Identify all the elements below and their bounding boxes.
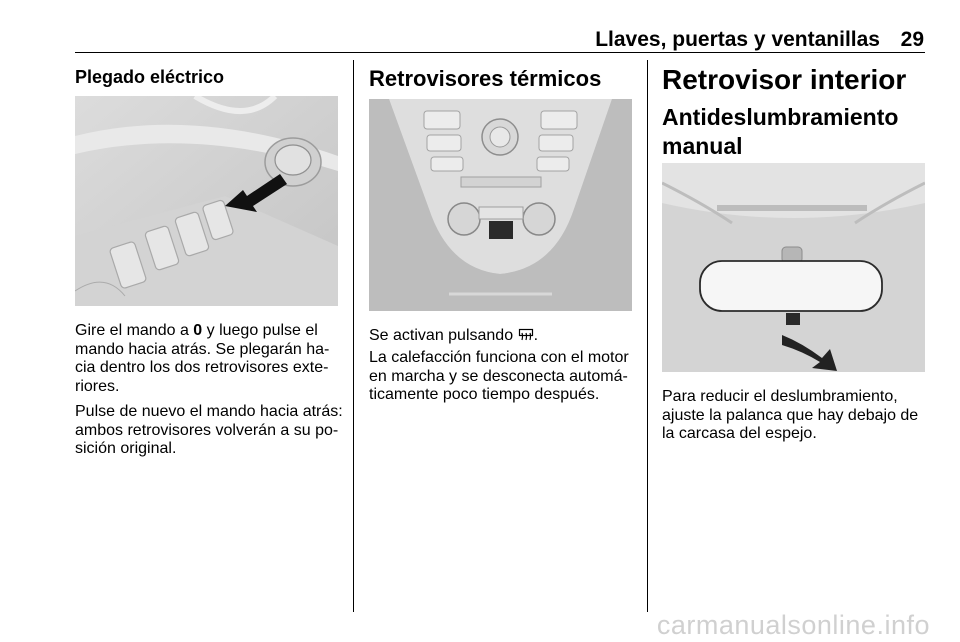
column-divider-2 xyxy=(647,60,648,612)
subheading-antideslumbramiento: Antideslumbramiento manual xyxy=(662,104,899,159)
paragraph-interior-1: Para reducir el deslumbramiento, ajuste la palanca que hay debajo de la carcasa del espejo. xyxy=(662,388,919,443)
paragraph-plegado-2: Pulse de nuevo el mando hacia atrás: ambos retrovisores volverán a su po-sición original. xyxy=(75,403,343,458)
figure-interior-mirror xyxy=(662,163,925,372)
section-heading-retrovisores-termicos: Retrovisores térmicos xyxy=(369,66,602,91)
paragraph-termicos-2: La calefacción funciona con el motor en marcha y se desconecta automá-ticamente poco tiempo después. xyxy=(369,349,629,404)
page-number: 29 xyxy=(900,28,924,51)
section-heading-retrovisor-interior: Retrovisor interior xyxy=(662,64,907,95)
figure-center-console xyxy=(369,99,632,311)
running-header: Llaves, puertas y ventanillas xyxy=(595,28,880,51)
header-rule xyxy=(75,52,925,53)
section-heading-plegado: Plegado eléctrico xyxy=(75,67,225,87)
paragraph-plegado-1: Gire el mando a 0 y luego pulse el mando hacia atrás. Se plegarán ha-cia dentro los dos retrovisores exte-riores. xyxy=(75,322,330,395)
paragraph-termicos-1: Se activan pulsando . xyxy=(369,327,539,344)
rear-window-defrost-icon xyxy=(518,328,534,342)
figure-mirror-fold-switch xyxy=(75,96,338,306)
watermark: carmanualsonline.info xyxy=(656,610,930,640)
column-divider-1 xyxy=(353,60,354,612)
